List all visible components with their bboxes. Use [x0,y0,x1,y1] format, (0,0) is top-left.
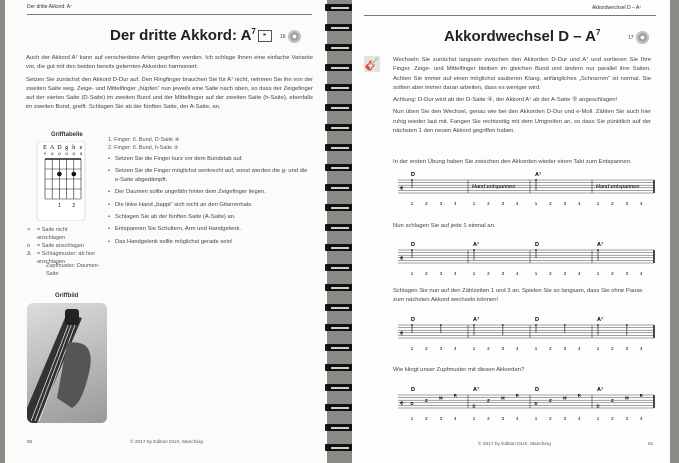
legend-item [27,242,117,250]
strum-head [411,249,413,251]
beat-count: 3 [563,346,567,351]
beat-count: 1 [596,346,600,351]
beat-count: 2 [487,416,490,421]
exercise-instruction: Wie klingt unser Zupfmuster mit diesen Akkorden? [393,367,525,373]
left-page [5,0,327,463]
beat-count: 2 [611,346,614,351]
spiral-ring [325,4,355,11]
string-mark: o [72,151,76,156]
string-mark: × [43,151,47,156]
pick-note: D [410,400,414,406]
strum-head [597,249,599,251]
chord-symbol: D [411,172,415,178]
spiral-ring [325,144,355,151]
beat-count: 1 [534,201,538,206]
pick-note: Z [487,398,490,404]
finger-dot [57,172,62,177]
paragraph: Auch der Akkord A⁷ kann auf verschiedene Arten gegriffen werden. Ich schlage Ihnen eine einfache Variante vor, die gut mit den beiden bereits gelernten Akkorden harmoniert. [26,55,313,71]
beat-count: 3 [501,271,505,276]
beat-count: 1 [534,346,538,351]
legend-symbol: × [27,227,31,233]
pick-note: R [577,393,581,398]
guitar-icon: 🎸 [364,57,380,71]
tab-staff [392,238,657,286]
tip-item: • Das Handgelenk sollte möglichst gerade sein! [108,238,308,246]
pick-note: Z [611,398,614,404]
pick-note: D [472,403,476,409]
spiral-ring [325,284,355,291]
tip-item: • Setzen Sie die Finger möglichst senkrecht auf, sonst werden die g- und die e-Saite abgedämpft. [108,167,308,184]
grifftabelle-label: Grifftabelle [51,132,83,138]
beat-count: 1 [534,271,538,276]
chord-symbol: A⁷ [535,172,542,178]
strum-head [535,324,537,326]
spiral-ring [325,404,355,411]
string-mark: o [58,151,61,156]
tip-item: • Der Daumen sollte ungefähr hinter dem Zeigefinger liegen. [108,188,308,196]
beat-count: 2 [487,271,490,276]
beat-count: 2 [549,271,552,276]
beat-count: 3 [563,416,567,421]
beat-count: 3 [563,271,567,276]
beat-count: 4 [577,271,581,276]
string-mark: o [50,151,54,156]
tab-clef: 𝄴 [400,255,404,263]
cd-track: 16 [280,30,301,43]
beat-count: 1 [596,201,600,206]
chord-symbol: A⁷ [597,242,604,248]
fingering-list [108,136,308,250]
tip-item: • Entspannen Sie Schultern, Arm und Handgelenk. [108,225,308,233]
tab-staff [392,383,657,431]
spiral-ring [325,84,355,91]
beat-count: 1 [472,416,476,421]
strum-head [564,324,566,326]
beat-count: 2 [487,346,490,351]
beat-count: 1 [410,416,414,421]
string-name: E [43,145,47,151]
string-mark: o [65,151,68,156]
finger-number: 1 [58,203,61,209]
chord-symbol: D [535,387,539,393]
spiral-ring [325,424,355,431]
running-header: Akkordwechsel D – A⁷ [592,5,642,11]
tip-item: • Die linke Hand „bappt“ sich nicht an den Gitarrenhals. [108,201,308,209]
beat-count: 3 [625,346,629,351]
strum-head [473,324,475,326]
right-page [352,0,670,463]
beat-count: 4 [515,416,519,421]
chord-photo [27,303,107,423]
spiral-ring [325,64,355,71]
video-icon: ▸ [258,30,272,42]
beat-count: 1 [472,346,476,351]
chord-symbol: D [411,242,415,248]
legend-item [27,226,117,242]
page-number: 51 [648,442,654,447]
strum-head [473,249,475,251]
rest-label: Hand entspannen [472,183,516,190]
chord-symbol: A⁷ [597,317,604,323]
chord-symbol: D [411,317,415,323]
legend-symbol: Δ [27,251,31,257]
tab-clef: 𝄴 [400,330,404,338]
beat-count: 4 [453,416,457,421]
beat-count: 4 [453,201,457,206]
exercise-instruction: Schlagen Sie nun auf den Zählzeiten 1 und 3 an. Spielen Sie so langsam, dass Sie ohne Pause zum nächsten Akkord wechseln können! [393,288,643,304]
strum-head [597,324,599,326]
beat-count: 4 [639,416,643,421]
pick-note: M [625,395,629,401]
tip-item: • Schlagen Sie ab der fünften Saite (A-Saite) an. [108,213,308,221]
pick-note: M [501,395,505,401]
paragraph: Achtung: D-Dur wird ab der D-Saite ④, der Akkord A⁷ ab der A-Saite ⑤ angeschlagen! [393,97,618,104]
spiral-ring [325,344,355,351]
page-number: 50 [27,440,33,445]
chord-symbol: D [535,317,539,323]
beat-count: 4 [515,346,519,351]
beat-count: 1 [410,271,414,276]
finger-dot [72,172,77,177]
pick-note: Z [549,398,552,404]
spiral-ring [325,44,355,51]
chord-symbol: A⁷ [473,317,480,323]
beat-count: 1 [596,416,600,421]
paragraph: Nun üben Sie den Wechsel, genau wie bei den Akkorden D-Dur und e-Moll. Zählen Sie auch hier ruhig wieder laut mit. Fangen Sie rechtzeitig mit dem Umgreifen an, so dass Sie pünktlich auf der nächsten 1 den neuen Akkord gegriffen haben. [393,109,651,135]
spiral-ring [325,384,355,391]
beat-count: 1 [410,346,414,351]
paragraph: Wechseln Sie zunächst langsam zwischen den Akkorden D-Dur und A⁷ und sortieren Sie Ihre Finger. Zeige- und Mittelfinger bleiben im gleichen Bund und ändern nur parallel ihre Saiten. Achten Sie immer auf einen möglichst sauberen Klang, anfängliches „Schnarren“ ist normal. Sie sollten aber immer daran arbeiten, dass es weniger wird. [393,57,651,91]
beat-count: 4 [577,416,581,421]
fingering-1: 1. Finger: II. Bund, D-Saite ④ [108,137,180,143]
string-mark: o [79,151,83,156]
beat-count: 2 [611,201,614,206]
string-name: h [72,145,76,151]
beat-count: 2 [549,201,552,206]
string-name: e [79,145,83,151]
beat-count: 3 [625,201,629,206]
spiral-ring [325,244,355,251]
tab-clef: 𝄴 [400,400,404,408]
cd-icon [636,31,649,44]
strum-head [626,324,628,326]
beat-count: 3 [439,271,443,276]
strum-head [411,324,413,326]
legend-text: = Schlagmuster: ab hier anschlagen [37,251,96,265]
beat-count: 4 [639,346,643,351]
beat-count: 1 [596,271,600,276]
beat-count: 4 [515,201,519,206]
beat-count: 4 [639,201,643,206]
tab-staff [392,168,657,216]
legend-zupfmuster: Zupfmuster: Daumen-Saite [46,263,100,277]
pick-note: Z [425,398,428,404]
string-name: D [57,145,62,151]
pick-note: M [439,395,443,401]
tab-staff [392,313,657,361]
beat-count: 4 [577,201,581,206]
spiral-ring [325,104,355,111]
chord-symbol: A⁷ [473,242,480,248]
page-title: Der dritte Akkord: $A^7$ [110,27,256,44]
tab-clef: 𝄴 [400,185,404,193]
strum-head [535,249,537,251]
strum-head [535,179,537,181]
beat-count: 2 [611,271,614,276]
beat-count: 4 [639,271,643,276]
string-name: A [50,145,55,151]
copyright: © 2017 by Edition DUX, Manching [478,442,551,447]
exercise-instruction: Nun schlagen Sie auf jede 1 einmal an. [393,223,496,229]
chord-symbol: A⁷ [473,387,480,393]
finger-number: 2 [72,203,76,209]
spiral-ring [325,124,355,131]
spiral-ring [325,264,355,271]
beat-count: 2 [487,201,490,206]
spiral-ring [325,24,355,31]
beat-count: 3 [501,416,505,421]
beat-count: 2 [425,271,428,276]
rest-label: Hand entspannen [596,183,640,190]
beat-count: 2 [549,346,552,351]
legend-text: = Saite anschlagen [37,243,84,249]
fingering-2: 2. Finger: II. Bund, h-Saite ② [108,145,179,151]
beat-count: 3 [439,346,443,351]
beat-count: 3 [625,416,629,421]
beat-count: 3 [563,201,567,206]
beat-count: 2 [425,346,428,351]
beat-count: 1 [472,201,476,206]
chord-symbol: D [411,387,415,393]
beat-count: 3 [625,271,629,276]
beat-count: 2 [425,416,428,421]
beat-count: 2 [425,201,428,206]
pick-note: M [563,395,567,401]
chord-symbol: D [535,242,539,248]
page-title: Akkordwechsel D – $A^7$ [444,28,601,45]
chord-diagram-a7 [35,141,87,221]
running-header: Der dritte Akkord: A⁷ [27,4,72,10]
pick-note: R [639,393,643,398]
spiral-ring [325,224,355,231]
beat-count: 3 [439,416,443,421]
cd-icon [288,30,301,43]
copyright: © 2017 by Edition DUX, Manching [130,440,203,445]
spiral-ring [325,204,355,211]
pick-note: R [515,393,519,398]
pick-note: D [534,400,538,406]
spiral-ring [325,444,355,451]
string-name: g [65,145,69,151]
beat-count: 3 [501,346,505,351]
beat-count: 3 [439,201,443,206]
legend-symbol: o [27,243,31,249]
legend [27,226,117,266]
spiral-ring [325,324,355,331]
tip-item: • Setzen Sie die Finger kurz vor dem Bundstab auf. [108,155,308,163]
legend-text: = Saite nicht anschlagen [37,227,68,241]
beat-count: 1 [472,271,476,276]
exercise-instruction: In der ersten Übung haben Sie zwischen den Akkorden wieder einen Takt zum Entspannen. [393,159,632,165]
beat-count: 4 [515,271,519,276]
strum-head [440,324,442,326]
beat-count: 2 [611,416,614,421]
griffbild-label: Griffbild [55,293,79,299]
chord-symbol: A⁷ [597,387,604,393]
pick-note: R [453,393,457,398]
spiral-ring [325,164,355,171]
paragraph: Setzen Sie zunächst den Akkord D-Dur auf. Den Ringfinger brauchen Sie für A⁷ nicht, nehmen Sie ihn von der zweiten Saite weg. Zeige- und Mittelfinger „hüpfen“ nun jeweils eine Saite nach oben, so dass der Zeigefinger auf der vierten Saite (D-Saite) im zweiten Bund und der Mittelfinger auf der zweiten Saite (h-Saite), ebenfalls im zweiten Bund, greift. Schlagen Sie ab der fünften Saite, der A-Saite, an. [26,76,313,111]
pick-note: D [596,403,600,409]
beat-count: 1 [410,201,414,206]
strum-head [502,324,504,326]
strum-head [411,179,413,181]
spiral-ring [325,184,355,191]
beat-count: 2 [549,416,552,421]
beat-count: 4 [453,346,457,351]
cd-track: 17 [628,31,649,44]
spiral-ring [325,364,355,371]
beat-count: 4 [577,346,581,351]
beat-count: 3 [501,201,505,206]
beat-count: 1 [534,416,538,421]
spiral-ring [325,304,355,311]
beat-count: 4 [453,271,457,276]
